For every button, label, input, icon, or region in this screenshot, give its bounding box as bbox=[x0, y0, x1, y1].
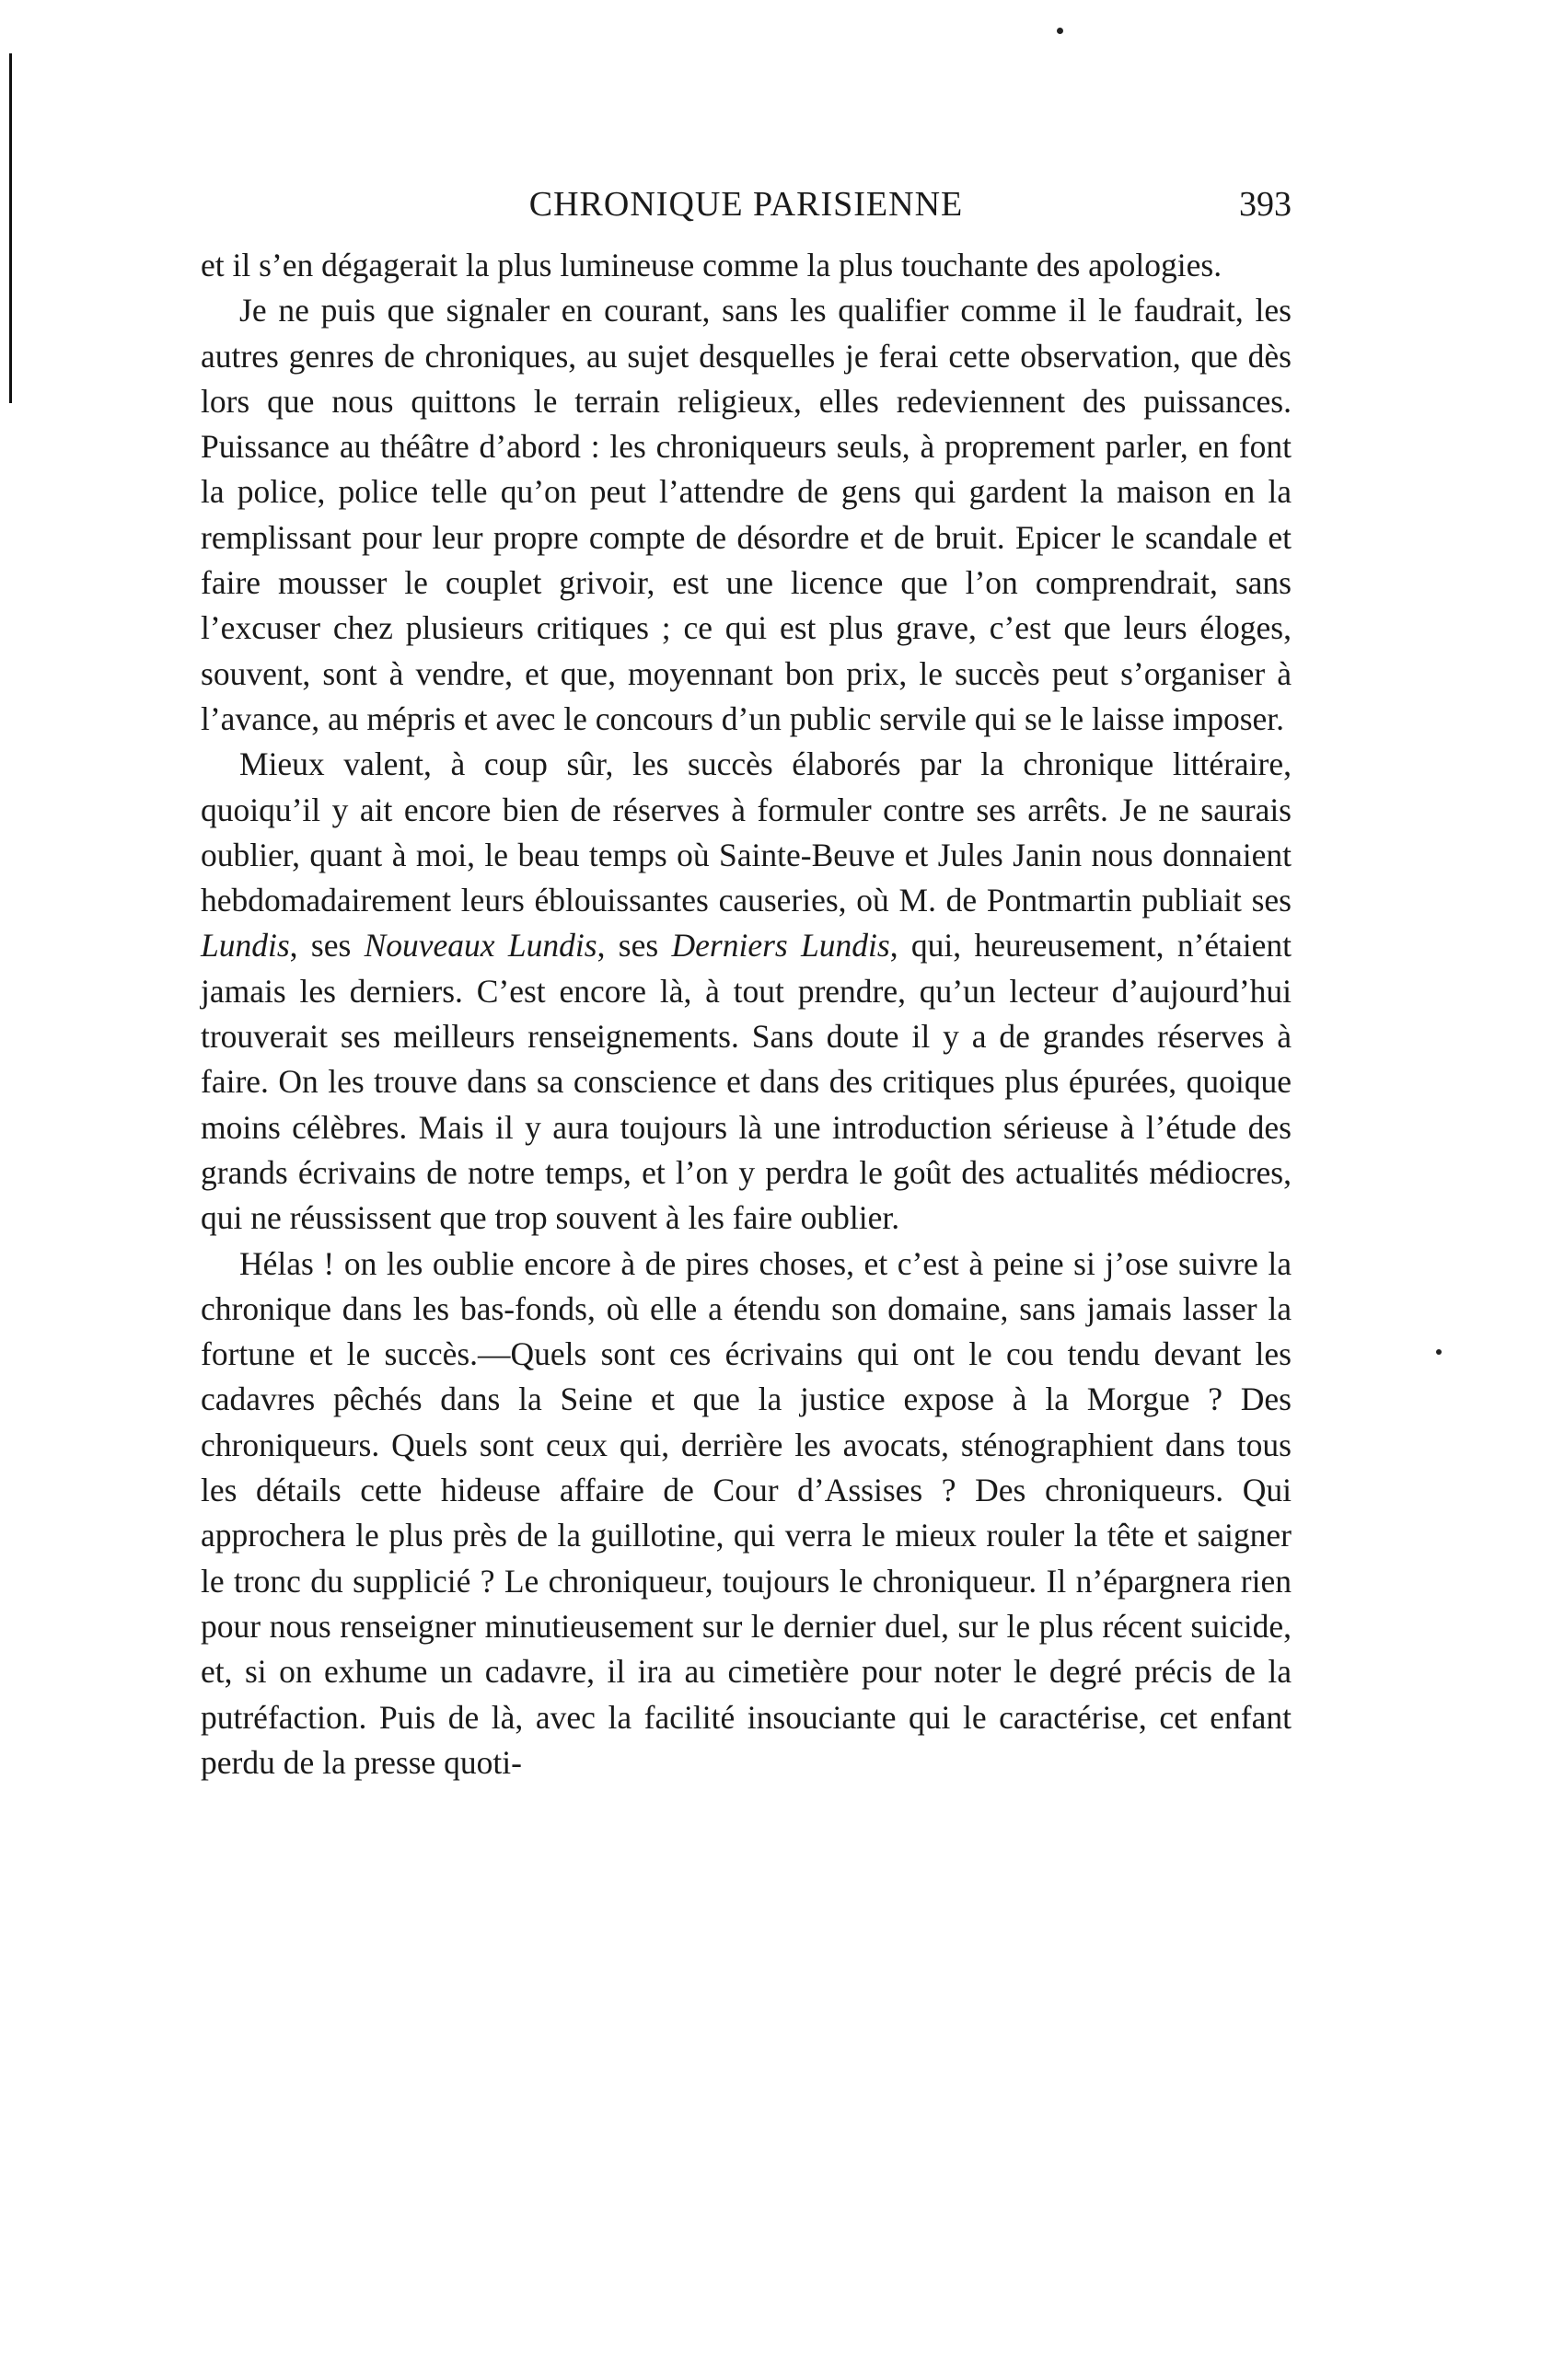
text-segment: , ses bbox=[289, 927, 352, 965]
scan-speck bbox=[1436, 1349, 1442, 1355]
running-head bbox=[201, 175, 1292, 230]
running-title: CHRONIQUE PARISIENNE bbox=[528, 185, 964, 224]
text-segment: Mieux valent, à coup sûr, les succès élaborés par la chronique littéraire, quoiqu’il y ait encore bien de réserves à formuler contre ses arrêts. Je ne saurais oublier, quant à moi, le beau temps où Sainte-Beuve et Jules Janin nous donnaient hebdomadairement leurs éblouissantes causeries, où M. de Pontmartin publiait ses bbox=[201, 745, 1292, 919]
scan-edge-rule bbox=[9, 53, 12, 403]
paragraph-bas-fonds: Hélas ! on les oublie encore à de pires choses, et c’est à peine si j’ose suivre la chronique dans les bas-fonds, où elle a étendu son domaine, sans jamais lasser la fortune et le succès.—Quels sont ces écrivains qui ont le cou tendu devant les cadavres pêchés dans la Seine et que la justice expose à la Morgue ? Des chroniqueurs. Quels sont ceux qui, derrière les avocats, sténographient dans tous les détails cette hideuse affaire de Cour d’Assises ? Des chroniqueurs. Qui approchera le plus près de la guillotine, qui verra le mieux rouler la tête et saigner le tronc du supplicié ? Le chroniqueur, toujours le chroniqueur. Il n’épargnera rien pour nous renseigner minutieusement sur le dernier duel, sur le plus récent suicide, et, si on exhume un cadavre, il ira au cimetière pour noter le degré précis de la putréfaction. Puis de là, avec la facilité insouciante qui le caractérise, cet enfant perdu de la presse quoti- bbox=[201, 1244, 1292, 1781]
book-page bbox=[201, 175, 1292, 1785]
body-text bbox=[201, 243, 1292, 1785]
text-segment: , qui, heureusement, n’étaient jamais les derniers. C’est encore là, à tout prendre, qu’un lecteur d’aujourd’hui trouverait ses meilleurs renseignements. Sans doute il y a de grandes réserves à faire. On les trouve dans sa conscience et dans des critiques plus épurées, quoique moins célèbres. Mais il y aura toujours là une introduction sérieuse à l’étude des grands écrivains de notre temps, et l’on y perdra le goût des actualités médiocres, qui ne réussissent que trop souvent à les faire oublier. bbox=[201, 927, 1292, 1237]
scan-speck bbox=[1057, 28, 1063, 34]
paragraph-genres: Je ne puis que signaler en courant, sans les qualifier comme il le faudrait, les autres genres de chroniques, au sujet desquelles je ferai cette observation, que dès lors que nous quittons le terrain religieux, elles redeviennent des puissances. Puissance au théâtre d’abord : les chroniqueurs seuls, à proprement parler, en font la police, police telle qu’on peut l’attendre de gens qui gardent la maison en la remplissant pour leur propre compte de désordre et de bruit. Epicer le scandale et faire mousser le couplet grivoir, est une licence que l’on comprendrait, sans l’excuser chez plusieurs critiques ; ce qui est plus grave, c’est que leurs éloges, souvent, sont à vendre, et que, moyennant bon prix, le succès peut s’organiser à l’avance, au mépris et avec le concours d’un public servile qui se le laisse imposer. bbox=[201, 292, 1292, 737]
page-number: 393 bbox=[1239, 185, 1292, 224]
text-segment: , ses bbox=[597, 927, 659, 965]
italic-title: Derniers Lundis bbox=[671, 927, 890, 965]
italic-title: Nouveaux Lundis bbox=[364, 927, 597, 965]
italic-title: Lundis bbox=[201, 927, 290, 965]
paragraph-continuation: et il s’en dégagerait la plus lumineuse comme la plus touchante des apologies. bbox=[201, 247, 1222, 283]
paragraph-chronique-litteraire bbox=[201, 742, 1292, 1241]
